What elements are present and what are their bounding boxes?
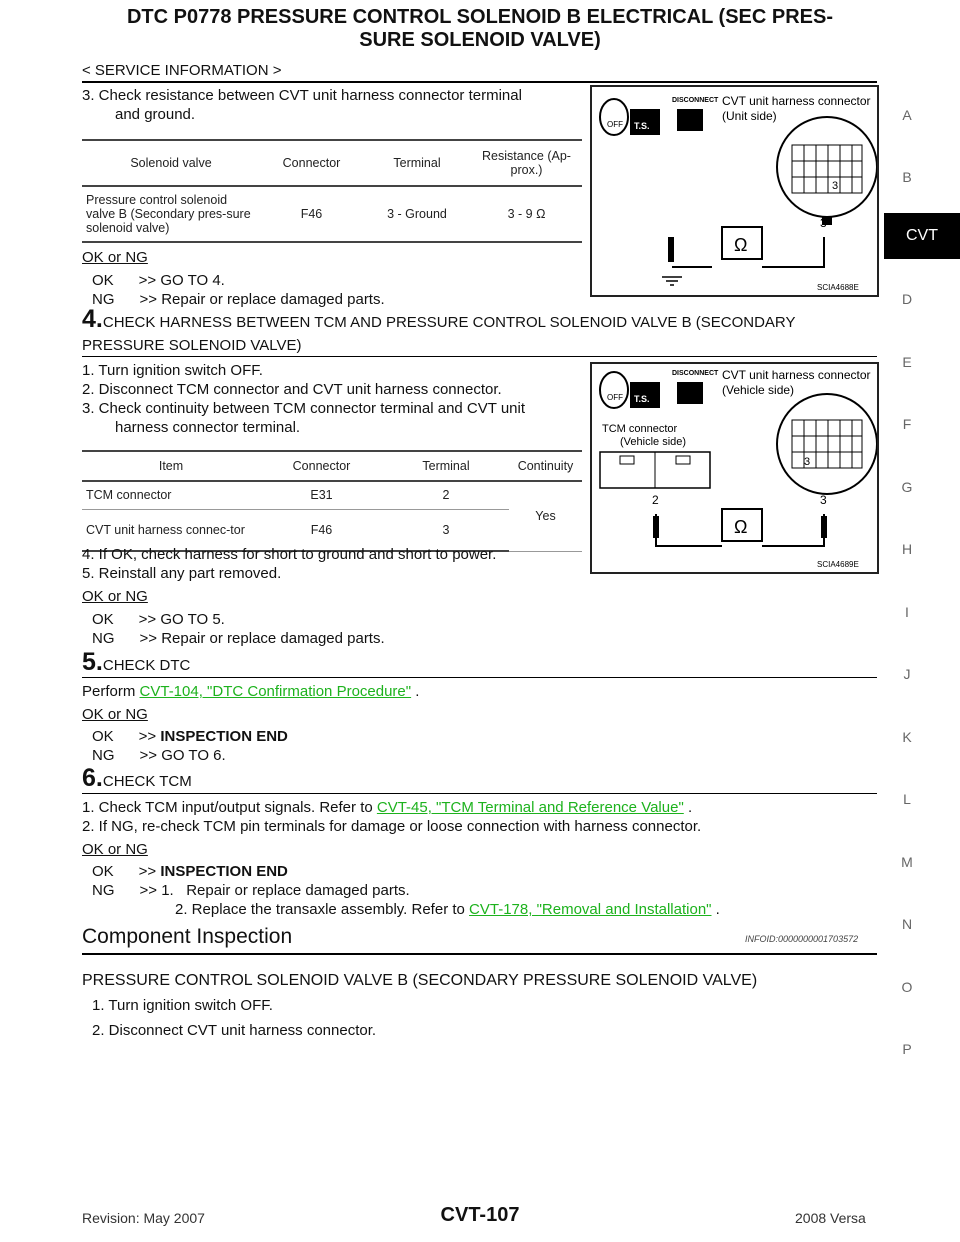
svg-text:TCM connector: TCM connector xyxy=(602,423,678,435)
index-tab-n[interactable]: N xyxy=(901,916,913,932)
ng-result: NG >> 1. Repair or replace damaged parts. xyxy=(92,882,410,899)
ok-prefix: OK >> xyxy=(92,863,161,880)
index-tab-a[interactable]: A xyxy=(902,107,912,123)
svg-text:DISCONNECT: DISCONNECT xyxy=(672,97,719,104)
section6-title: CHECK TCM xyxy=(102,773,192,790)
tcm-terminal-link[interactable]: CVT-45, "TCM Terminal and Reference Value" xyxy=(376,799,684,816)
section6-heading xyxy=(82,764,192,793)
s4-step5: 5. Reinstall any part removed. xyxy=(82,565,282,582)
col-terminal: Terminal xyxy=(383,451,509,481)
footer-model: 2008 Versa xyxy=(795,1210,866,1226)
cell-terminal: 3 xyxy=(383,509,509,551)
ok-bold: INSPECTION END xyxy=(160,728,288,745)
svg-text:3: 3 xyxy=(820,216,827,230)
col-item: Item xyxy=(82,451,260,481)
step3-text-cont: and ground. xyxy=(115,106,196,123)
footer-page-number: CVT-107 xyxy=(440,1204,520,1226)
section5-heading xyxy=(82,648,190,677)
cell-connector: E31 xyxy=(260,481,383,509)
index-tab-h[interactable]: H xyxy=(901,541,913,557)
component-rule xyxy=(82,953,877,955)
ng-result: NG >> Repair or replace damaged parts. xyxy=(92,630,385,647)
ng-result: NG >> Repair or replace damaged parts. xyxy=(92,291,385,308)
index-tab-l[interactable]: L xyxy=(903,791,911,807)
ok-ng-label: OK or NG xyxy=(82,249,148,266)
index-tab-j[interactable]: J xyxy=(903,666,911,682)
ci-step1: 1. Turn ignition switch OFF. xyxy=(92,997,273,1014)
component-heading: Component Inspection xyxy=(82,925,293,948)
section4-title-cont: PRESSURE SOLENOID VALVE) xyxy=(82,337,302,354)
index-tab-b[interactable]: B xyxy=(902,169,912,185)
svg-text:DISCONNECT: DISCONNECT xyxy=(672,370,719,377)
ng2-tail: . xyxy=(711,901,720,918)
continuity-table xyxy=(82,450,582,552)
ok-prefix: OK >> xyxy=(92,728,161,745)
index-tab-e[interactable]: E xyxy=(902,354,912,370)
cell-terminal: 2 xyxy=(383,481,509,509)
section5-title: CHECK DTC xyxy=(102,657,191,674)
ok-result xyxy=(92,727,288,746)
cell-connector: F46 xyxy=(260,509,383,551)
disconnect-icon xyxy=(677,382,703,404)
perform-label: Perform xyxy=(82,683,136,700)
harness-diagram-1 xyxy=(592,87,877,295)
svg-text:T.S.: T.S. xyxy=(634,121,650,131)
svg-text:3: 3 xyxy=(820,493,827,507)
cell-item: TCM connector xyxy=(82,481,260,509)
info-id: INFOID:0000000001703572 xyxy=(745,934,859,944)
ok-bold: INSPECTION END xyxy=(160,863,288,880)
resistance-table xyxy=(82,139,582,243)
index-tab-i[interactable]: I xyxy=(905,604,909,620)
svg-text:3: 3 xyxy=(832,180,839,192)
section-subtitle: < SERVICE INFORMATION > xyxy=(82,62,282,79)
index-tab-p[interactable]: P xyxy=(902,1041,912,1057)
step3-text: 3. Check resistance between CVT unit harness connector terminal xyxy=(82,87,522,104)
svg-text:OFF: OFF xyxy=(607,120,623,129)
section6-rule xyxy=(82,793,877,794)
svg-text:(Vehicle side): (Vehicle side) xyxy=(620,436,687,448)
section6-number: 6. xyxy=(82,764,103,792)
svg-text:SCIA4688E: SCIA4688E xyxy=(817,283,859,292)
svg-text:3: 3 xyxy=(804,456,811,468)
ok-ng-label: OK or NG xyxy=(82,841,148,858)
s4-step2: 2. Disconnect TCM connector and CVT unit harness connector. xyxy=(82,381,502,398)
index-tab-d[interactable]: D xyxy=(901,291,913,307)
index-tab-o[interactable]: O xyxy=(901,979,913,995)
ok-result: OK >> GO TO 5. xyxy=(92,611,225,628)
ok-ng-label: OK or NG xyxy=(82,706,148,723)
s4-step4: 4. If OK, check harness for short to ground and short to power. xyxy=(82,546,497,563)
dtc-confirmation-link[interactable]: CVT-104, "DTC Confirmation Procedure" xyxy=(139,683,412,700)
col-connector: Connector xyxy=(260,451,383,481)
index-tab-cvt[interactable]: CVT xyxy=(884,213,960,259)
svg-text:T.S.: T.S. xyxy=(634,394,650,404)
svg-text:(Unit side): (Unit side) xyxy=(722,109,777,123)
section5-number: 5. xyxy=(82,648,103,676)
footer-revision: Revision: May 2007 xyxy=(82,1210,205,1226)
removal-installation-link[interactable]: CVT-178, "Removal and Installation" xyxy=(469,901,712,918)
cell-terminal: 3 - Ground xyxy=(363,186,471,242)
s4-step3-cont: harness connector terminal. xyxy=(115,419,301,436)
s5-perform-line xyxy=(82,682,419,701)
index-tab-m[interactable]: M xyxy=(901,854,913,870)
svg-text:OFF: OFF xyxy=(607,393,623,402)
off-icon xyxy=(600,372,628,408)
col-continuity: Continuity xyxy=(509,451,582,481)
diagram-vehicle-side xyxy=(590,362,879,574)
svg-text:SCIA4689E: SCIA4689E xyxy=(817,560,859,569)
cell-item: CVT unit harness connec-tor xyxy=(82,509,260,551)
section5-rule xyxy=(82,677,877,678)
svg-text:CVT unit harness connector: CVT unit harness connector xyxy=(722,94,871,108)
ng-result-2 xyxy=(175,900,720,919)
svg-text:Ω: Ω xyxy=(734,235,748,255)
s4-step3: 3. Check continuity between TCM connector terminal and CVT unit xyxy=(82,400,525,417)
svg-text:(Vehicle side): (Vehicle side) xyxy=(722,383,795,397)
harness-diagram-2 xyxy=(592,364,877,572)
off-icon xyxy=(600,99,628,135)
col-terminal: Terminal xyxy=(363,140,471,186)
cell-connector: F46 xyxy=(260,186,363,242)
cell-continuity: Yes xyxy=(509,481,582,551)
cell-resistance: 3 - 9 Ω xyxy=(471,186,582,242)
ok-ng-label: OK or NG xyxy=(82,588,148,605)
index-tab-f[interactable]: F xyxy=(902,416,912,432)
section4-title: CHECK HARNESS BETWEEN TCM AND PRESSURE CONTROL SOLENOID VALVE B (SECONDARY xyxy=(102,314,796,331)
ci-step2: 2. Disconnect CVT unit harness connector. xyxy=(92,1022,377,1039)
s6-step1 xyxy=(82,798,692,817)
page-title-line2: SURE SOLENOID VALVE) xyxy=(359,29,601,51)
section4-number: 4. xyxy=(82,305,103,333)
cell-solenoid-name: Pressure control solenoid valve B (Secondary pres-sure solenoid valve) xyxy=(82,186,260,242)
s6-step2: 2. If NG, re-check TCM pin terminals for damage or loose connection with harness connector. xyxy=(82,818,702,835)
svg-text:CVT unit harness connector: CVT unit harness connector xyxy=(722,368,871,382)
header-rule xyxy=(82,81,877,83)
index-tab-k[interactable]: K xyxy=(902,729,912,745)
col-resistance: Resistance (Ap-prox.) xyxy=(471,140,582,186)
col-connector: Connector xyxy=(260,140,363,186)
ok-result xyxy=(92,862,288,881)
s6-step1-text: 1. Check TCM input/output signals. Refer to xyxy=(82,799,373,816)
ng-result: NG >> GO TO 6. xyxy=(92,747,226,764)
s4-step1: 1. Turn ignition switch OFF. xyxy=(82,362,263,379)
perform-tail: . xyxy=(411,683,420,700)
section4-rule xyxy=(82,356,877,357)
svg-text:2: 2 xyxy=(652,493,659,507)
s6-step1-tail: . xyxy=(683,799,693,816)
svg-text:Ω: Ω xyxy=(734,517,748,537)
ok-result: OK >> GO TO 4. xyxy=(92,272,225,289)
diagram-unit-side xyxy=(590,85,879,297)
ng2-text: 2. Replace the transaxle assembly. Refer to xyxy=(175,901,465,918)
index-tab-g[interactable]: G xyxy=(901,479,913,495)
component-subheading: PRESSURE CONTROL SOLENOID VALVE B (SECONDARY PRESSURE SOLENOID VALVE) xyxy=(82,972,758,989)
col-solenoid-valve: Solenoid valve xyxy=(82,140,260,186)
section4-heading xyxy=(82,305,796,334)
page-title-line1: DTC P0778 PRESSURE CONTROL SOLENOID B ELECTRICAL (SEC PRES- xyxy=(126,6,834,28)
disconnect-icon xyxy=(677,109,703,131)
